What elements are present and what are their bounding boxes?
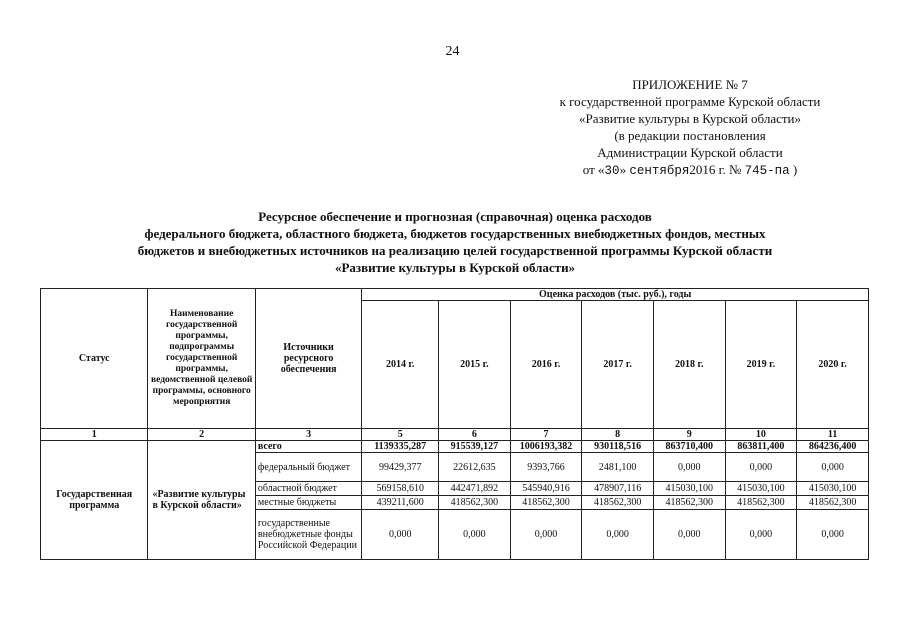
value-cell: 864236,400	[797, 441, 869, 453]
source-cell: федеральный бюджет	[255, 453, 361, 482]
col-num: 5	[362, 429, 439, 441]
value-cell: 415030,100	[725, 482, 797, 496]
value-cell: 22612,635	[439, 453, 511, 482]
value-cell: 1139335,287	[362, 441, 439, 453]
table-row	[41, 441, 869, 453]
value-cell: 863710,400	[653, 441, 725, 453]
value-cell: 0,000	[510, 510, 582, 560]
header-program: Наименование государственной программы, подпрограммы государственной программы, ведомственной целевой программы, основного мероприятия	[148, 289, 255, 429]
source-cell: всего	[255, 441, 361, 453]
value-cell: 418562,300	[725, 496, 797, 510]
appendix-line-4: Администрации Курской области	[597, 145, 783, 160]
value-cell: 0,000	[725, 510, 797, 560]
header-source: Источники ресурсного обеспечения	[255, 289, 361, 429]
value-cell: 99429,377	[362, 453, 439, 482]
value-cell: 863811,400	[725, 441, 797, 453]
value-cell: 418562,300	[439, 496, 511, 510]
appendix-line-2: «Развитие культуры в Курской области»	[578, 111, 802, 126]
title-line-1: Ресурсное обеспечение и прогнозная (справочная) оценка расходов	[258, 209, 652, 224]
col-num: 1	[41, 429, 148, 441]
program-name-cell: «Развитие культуры в Курской области»	[148, 441, 255, 560]
value-cell: 0,000	[725, 453, 797, 482]
value-cell: 0,000	[797, 453, 869, 482]
value-cell: 418562,300	[797, 496, 869, 510]
value-cell: 478907,116	[582, 482, 654, 496]
value-cell: 1006193,382	[510, 441, 582, 453]
title-line-3: бюджетов и внебюджетных источников на реализацию целей государственной программы Курской области	[137, 243, 773, 258]
appendix-date-line: от «30» сентября2016 г. № 745-па )	[582, 162, 798, 178]
title-line-2: федерального бюджета, областного бюджета, бюджетов государственных внебюджетных фондов, местных	[144, 226, 766, 241]
date-day: 30	[604, 164, 620, 178]
header-year-2014: 2014 г.	[362, 301, 439, 429]
header-estimate: Оценка расходов (тыс. руб.), годы	[362, 289, 869, 301]
value-cell: 442471,892	[439, 482, 511, 496]
decree-number: 745-па	[744, 164, 790, 178]
value-cell: 0,000	[362, 510, 439, 560]
header-year-2016: 2016 г.	[510, 301, 582, 429]
col-num: 10	[725, 429, 797, 441]
date-mid: »	[619, 162, 630, 177]
col-num: 6	[439, 429, 511, 441]
col-num: 8	[582, 429, 654, 441]
column-number-row	[41, 429, 869, 441]
value-cell: 2481,100	[582, 453, 654, 482]
page-number: 24	[445, 44, 460, 59]
appendix-line-1: к государственной программе Курской области	[559, 94, 821, 109]
col-num: 9	[653, 429, 725, 441]
value-cell: 9393,766	[510, 453, 582, 482]
header-year-2017: 2017 г.	[582, 301, 654, 429]
value-cell: 545940,916	[510, 482, 582, 496]
value-cell: 569158,610	[362, 482, 439, 496]
col-num: 2	[148, 429, 255, 441]
value-cell: 418562,300	[510, 496, 582, 510]
date-month: сентября	[629, 164, 690, 178]
status-cell: Государственная программа	[41, 441, 148, 560]
value-cell: 0,000	[653, 510, 725, 560]
value-cell: 415030,100	[797, 482, 869, 496]
appendix-line-3: (в редакции постановления	[614, 128, 766, 143]
source-cell: областной бюджет	[255, 482, 361, 496]
header-status: Статус	[41, 289, 148, 429]
col-num: 11	[797, 429, 869, 441]
source-cell: государственные внебюджетные фонды Российской Федерации	[255, 510, 361, 560]
col-num: 3	[255, 429, 361, 441]
source-cell: местные бюджеты	[255, 496, 361, 510]
header-year-2019: 2019 г.	[725, 301, 797, 429]
header-year-2018: 2018 г.	[653, 301, 725, 429]
document-title	[40, 208, 870, 276]
appendix-title: ПРИЛОЖЕНИЕ № 7	[632, 77, 748, 92]
value-cell: 0,000	[797, 510, 869, 560]
title-line-4: «Развитие культуры в Курской области»	[334, 260, 576, 275]
header-year-2015: 2015 г.	[439, 301, 511, 429]
value-cell: 0,000	[653, 453, 725, 482]
appendix-header	[500, 76, 880, 180]
budget-table	[40, 288, 869, 560]
value-cell: 0,000	[582, 510, 654, 560]
value-cell: 418562,300	[653, 496, 725, 510]
value-cell: 415030,100	[653, 482, 725, 496]
col-num: 7	[510, 429, 582, 441]
value-cell: 915539,127	[439, 441, 511, 453]
header-year-2020: 2020 г.	[797, 301, 869, 429]
value-cell: 930118,516	[582, 441, 654, 453]
date-year: 2016 г. №	[689, 162, 742, 177]
value-cell: 439211,600	[362, 496, 439, 510]
value-cell: 418562,300	[582, 496, 654, 510]
date-prefix: от «	[582, 162, 605, 177]
value-cell: 0,000	[439, 510, 511, 560]
